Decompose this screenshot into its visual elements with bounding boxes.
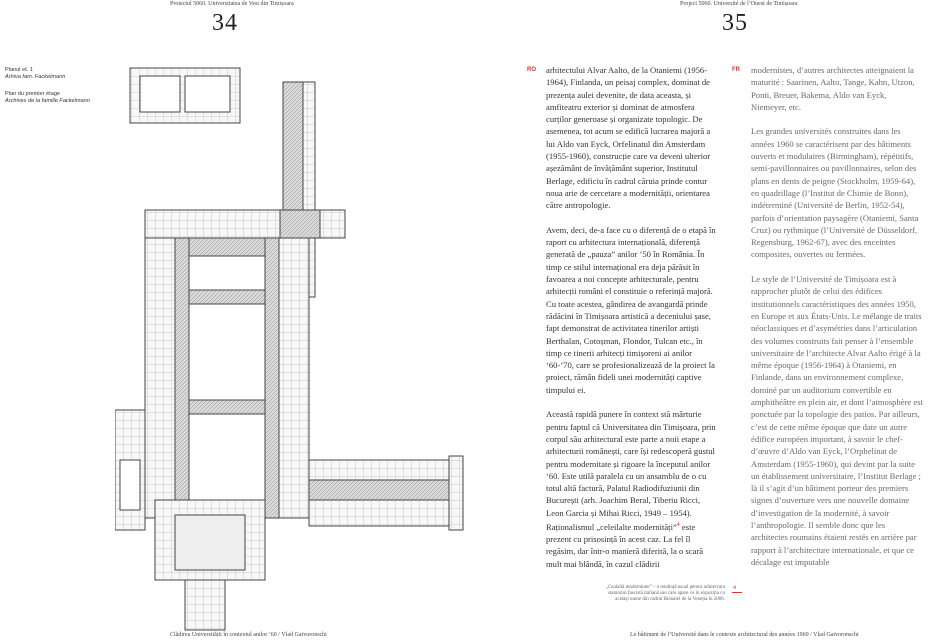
fr-paragraph-3: Le style de l’Université de Timișoara est à rapprocher plutôt de celui des édifices institutionnels caractéristiques des années 1950, en Europe et aux États-Unis. Le mélange de traits néoclassiques et d’asymétries dans l’articulation des volumes construits fait penser à l’ensemble universitaire de l’architecte Alvar Aalto érigé à la même époque (1956-1964) à Otaniemi, en Finlande, dans un environnement complexe, dominé par un auditorium convertible en amphithéâtre en plein air, et dont l’atmosphère est ponctuée par la topologie des patios. Par ailleurs, c’est de cette même époque que date un autre édifice européen important, à savoir le chef-d’œuvre d’Aldo van Eyck, l’Orphelinat de Amsterdam (1955-1960), qui devint par la suite un établissement universitaire, l’Institut Berlage ; là il s’agit d’un bâtiment porteur des premiers signes d’ouverture vers une nouvelle domaine d’investigation de la modernité, à savoir l’anthropologie. Il semble donc que les architectes roumains étaient restés en arrière par rapport à l’architecture internationale, et que ce décalage est imputable (751, 274, 923, 567)
right-running-head: Project 5060. Université de l’Ouest de Timișoara (680, 1, 798, 7)
ro-paragraph-1: arhitectului Alvar Aalto, de la Otaniemi (1956-1964), Finlanda, un peisaj complex, dominat de prezența aulei devenite, de data aceasta, și amfiteatru exterior și dominat de atmosfera curților generoase și organizate topologic. De asemenea, tot acum se edifică lucrarea majoră a lui Aldo van Eyck, Orfelinatul din Amsterdam (1955-1960), construcție care va deveni ulterior așezământ de învățământ superior, Institutul Berlage, edificiu în cadrul căruia prinde contur noua arie de cercetare a modernității, orientarea către antropologie. (546, 65, 711, 211)
fr-language-tag: FR (732, 67, 740, 73)
caption-source-fr: Archives de la famille Fackelmann (5, 98, 90, 104)
left-footer: Clădirea Universității în contextul anilor ’60 / Vlad Gaivoronschi (170, 632, 327, 638)
right-footer: Le bâtiment de l’Université dans le contexte architectural des années 1960 / Vlad Gaivoronschi (630, 632, 859, 638)
footnote-rule (732, 592, 742, 593)
ro-paragraph-3-start: Această rapidă punere în context stă mărturie pentru faptul că Universitatea din Timișoara, prin corpul său arhitectural este parte a noii etape a arhitecturii românești, care își redescoperă gustul pentru modernitate și rigoare la începutul anilor ‘60. Este utilă paralela cu un ansamblu de o cu totul altă factură, Palatul Radiodifuziunii din București (arh. Joachim Beral, Tiberiu Ricci, Leon Garcia și Mihai Ricci, 1949 – 1954). Raționalismul „celeilalte modernități” (546, 409, 716, 532)
ro-text-column (546, 64, 716, 582)
caption-title-ro: Planul et. 1 (5, 67, 33, 73)
floor-plan-drawing (115, 60, 495, 635)
ro-paragraph-2: Avem, deci, de-a face cu o diferență de o etapă în raport cu arhitectura internațională, diferență generată de „pauza” anilor ’50 în România. În timp ce stilul internațional era deja părăsit în favoarea a noi concepte arhitecturale, pentru arhitecții români el constituie o referință majoră. Cu toate acestea, gândirea de avangardă prinde rădăcini în Timișoara artistică a deceniului șase, fapt demonstrat de activitatea tinerilor artiști Berthalan, Cotoșman, Flondor, Tulcan etc., în timp ce tinerii arhitecți timișoreni ai anilor ‘60-’70, care se profesionalizează de la proiect la proiect, rămân fideli unei modernități captive timpului ei. (546, 224, 716, 395)
ro-language-tag: RO (527, 67, 536, 73)
ro-paragraph-3 (546, 408, 716, 570)
left-running-head: Proiectul 5060. Universitatea de Vest din Timișoara (170, 1, 294, 7)
footnote-ref: 4 (676, 521, 680, 528)
fr-paragraph-2: Les grandes universités construites dans les années 1960 se caractérisent par des bâtiments ouverts et modulaires (Birmingham), répétitifs, semi-pavillonnaires ou pavillonnaires, selon des plans en dents de peigne (Stockholm, 1959-64), en quadrillage (l’Institut de Chimie de Bonn), indéterminé (Université de Berlin, 1952-54), parfois d’orientation paysagère (Otaniemi, Santa Cruz) ou rythmique (l’Université de Düsseldorf, Regensburg, 1962-67), avec des enceintes composites, ouvertes ou fermées. (751, 126, 919, 260)
caption-source-ro: Arhiva fam. Fackelmann (5, 74, 66, 80)
footnote-number: 4 (733, 585, 736, 591)
fr-text-column (751, 64, 923, 580)
footnote-text: „Cealaltă modernitate” – o tendință usual pentru arhitectura statutului fascistă italiană sau care apare cu în expoziția cu același nume din cadrul Bienalei de la Veneția în 2006. (605, 585, 725, 602)
fr-paragraph-1: modernistes, d’autres architectes atteignaient la maturité : Saarinen, Aalto, Tange, Kahn, Utzon, Ponti, Breuer, Bakema, Aldo van Eyck, Niemeyer, etc. (751, 65, 915, 112)
left-page-number: 34 (212, 10, 238, 36)
ro-paragraph-3-end: este prezent cu prisosință în acest caz. La fel îl regăsim, dar într-o manieră diferită, la o scară mult mai blândă, în cazul clădirii (546, 521, 704, 569)
figure-caption (5, 67, 115, 105)
caption-title-fr: Plan du premier étage (5, 91, 61, 97)
right-page-number: 35 (722, 10, 748, 36)
